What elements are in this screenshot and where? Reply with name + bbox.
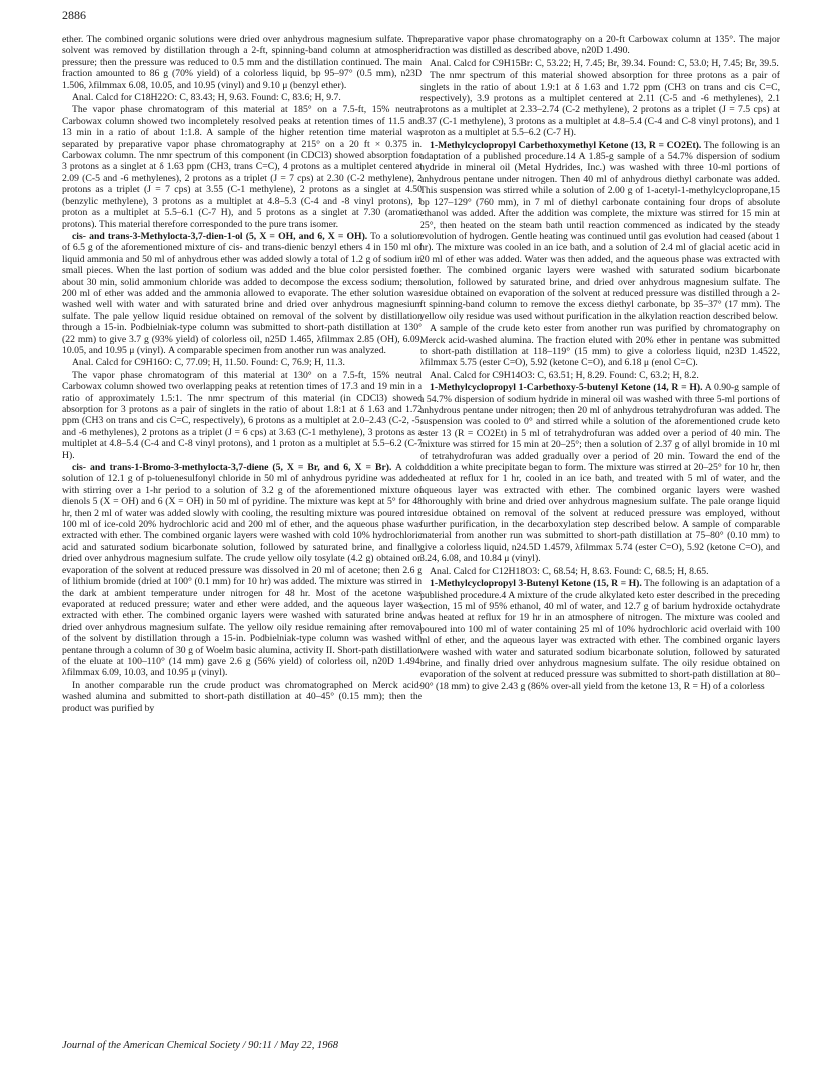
- paragraph-text: The nmr spectrum of this material showed absorption for three protons as a pair of singlets in the ratio of about 1.9:1 at δ 1.63 and 1.72 ppm (CH3 on trans and cis C=C, respectively), 3.9 protons as a multiplet centered at 2.11 (C-5 and -6 methylenes), 2.1 protons as a multiplet at 2.33–2.74 (C-2 methylene), 2 protons as a triplet (J = 7.5 cps) at 3.37 (C-1 methylene), 3 protons as a multiplet at 4.8–5.4 (C-4 and C-8 vinyl protons), and 1 proton as a multiplet at 5.5–6.2 (C-7 H).: [420, 70, 780, 139]
- paragraph-text: The vapor phase chromatogram of this material at 185° on a 7.5-ft, 15% neutral Carbowax column showed two incompletely resolved peaks at retention times of 11.5 and 13 min in a ratio of about 1:1.8. A sample of the higher retention time material was separated by preparative vapor phase chromatography at 215° on a 20 ft × 0.375 in. Carbowax column. The nmr spectrum of this component (in CDCl3) showed absorption for 3 protons as a singlet at δ 1.63 ppm (CH3, trans C=C), 4 protons as a multiplet centered at 2.09 (C-5 and -6 methylenes), 2 protons as a triplet (J = 7 cps) at 2.30 (C-2 methylene), 2 protons as a triplet (J = 7 cps) at 3.55 (C-1 methylene), 2 protons as a singlet at 4.50 (benzylic methylene), 3 protons as a multiplet at 4.8–5.3 (C-4 and -8 vinyl protons), 1 proton as a multiplet at 5.5–6.1 (C-7 H), and 5 protons as a singlet at 7.30 (aromatic protons). This material therefore corresponded to the pure trans isomer.: [62, 104, 422, 230]
- paragraph-text: A sample of the crude keto ester from another run was purified by chromatography on Merck acid-washed alumina. The fraction eluted with 20% ether in pentane was submitted to short-path distillation at 118–119° (15 mm) to give a colorless liquid, n23D 1.4522, λfilmmax 5.75 (ester C=O), 5.92 (ketone C=O), and 6.18 μ (enol C=C).: [420, 323, 780, 369]
- paragraph: [420, 382, 780, 565]
- paragraph: [62, 462, 422, 679]
- right-column: [420, 34, 780, 693]
- paragraph: [420, 370, 780, 381]
- section-heading: 1-Methylcyclopropyl 3-Butenyl Ketone (15, R = H).: [430, 578, 642, 590]
- page-number: 2886: [62, 8, 86, 22]
- paragraph-text: preparative vapor phase chromatography on a 20-ft Carbowax column at 135°. The major fraction was distilled as described above, n20D 1.490.: [420, 34, 780, 57]
- paragraph: [62, 34, 422, 91]
- paragraph: [62, 680, 422, 714]
- paragraph-text: The following is an adaptation of a published procedure.4 A mixture of the crude alkylated keto ester described in the preceding section, 15 ml of 95% ethanol, 40 ml of water, and 12.7 g of barium hydroxide octahydrate was heated at reflux for 19 hr in an atmosphere of nitrogen. The mixture was cooled and poured into 100 ml of water containing 25 ml of 10% hydrochloric acid overlaid with 100 ml of ether, and the aqueous layer was extracted with ether. The combined organic layers were washed with water and saturated sodium bicarbonate solution, followed by saturated brine, and finally dried over anhydrous magnesium sulfate. The oily residue obtained on evaporation of the solvent at reduced pressure was submitted to short-path distillation at 80–90° (18 mm) to give 2.43 g (86% over-all yield from the ketone 13, R = H) of a colorless: [420, 578, 780, 692]
- paragraph: [62, 370, 422, 461]
- paragraph-text: To a solution of 6.5 g of the aforementioned mixture of cis- and trans-dienic benzyl ethers 4 in 150 ml of liquid ammonia and 50 ml of anhydrous ether was added slowly a total of 1.2 g of sodium in small pieces. When the last portion of sodium was added and the blue color persisted for about 30 min, solid ammonium chloride was added to decompose the excess sodium; then 200 ml of ether was added and the ammonia allowed to evaporate. The ether solution was washed well with water and with saturated brine and dried over anhydrous magnesium sulfate. The pale yellow liquid residue obtained on removal of the solvent by distillation through a 15-in. Podbielniak-type column was submitted to short-path distillation at 130° (22 mm) to give 3.7 g (93% yield) of colorless oil, n25D 1.465, λfilmmax 2.85 (OH), 6.09, 10.05, and 10.95 μ (vinyl). A comparable specimen from another run was analyzed.: [62, 230, 422, 356]
- journal-footer: Journal of the American Chemical Society / 90:11 / May 22, 1968: [62, 1040, 339, 1051]
- section-heading: 1-Methylcyclopropyl 1-Carbethoxy-5-butenyl Ketone (14, R = H).: [430, 382, 703, 394]
- paragraph: [420, 34, 780, 57]
- paragraph-text: ether. The combined organic solutions were dried over anhydrous magnesium sulfate. The solvent was removed by distillation through a 2-ft, spinning-band column at atmospheric pressure; then the pressure was reduced to 0.5 mm and the distillation continued. The main fraction amounted to 86 g (70% yield) of a colorless liquid, bp 95–97° (0.5 mm), n23D 1.506, λfilmmax 6.08, 10.05, and 10.95 (vinyl) and 9.10 μ (benzyl ether).: [62, 34, 422, 91]
- paragraph: [420, 70, 780, 138]
- paragraph: [420, 578, 780, 692]
- paragraph-text: The vapor phase chromatogram of this material at 130° on a 7.5-ft, 15% neutral Carbowax column showed two overlapping peaks at retention times of 17.3 and 19 min in a ratio of approximately 1.5:1. The nmr spectrum of this material (in CDCl3) showed absorption for 3 protons as a pair of singlets in the ratio of about 1.8:1 at δ 1.63 and 1.72 ppm (CH3 on trans and cis C=C, respectively), 6 protons as a multiplet at 2.0–2.43 (C-2, -5, and -6 methylenes), 2 protons as a triplet (J = 6 cps) at 3.63 (C-1 methylene), 3 protons as a multiplet at 4.8–5.4 (C-4 and C-8 vinyl protons), and 1 proton as a multiplet at 5.5–6.2 (C-7 H).: [62, 369, 422, 461]
- paragraph-text: A 0.90-g sample of a 54.7% dispersion of sodium hydride in mineral oil was washed with three 5-ml portions of anhydrous pentane under nitrogen; then 20 ml of anhydrous tetrahydrofuran was added. The suspension was cooled to 0° and stirred while a solution of the aforementioned crude keto ester 13 (R = CO2Et) in 5 ml of tetrahydrofuran was added over a period of 40 min. The mixture was stirred for 15 min at 20–25°; then a solution of 2.37 g of allyl bromide in 10 ml of tetrahydrofuran was added gradually over a period of 20 min. Toward the end of the addition a white precipitate began to form. The mixture was stirred at 20–25° for 10 hr, then heated at reflux for 1 hr, cooled in an ice bath, and treated with 5 ml of water, and the aqueous layer was extracted with ether. The combined organic layers were washed thoroughly with brine and dried over anhydrous magnesium sulfate. The pale orange liquid residue obtained on removal of the solvent at reduced pressure was employed, without further purification, in the decarboxylation step described below. A sample of comparable material from another run was submitted to short-path distillation at 75–80° (0.10 mm) to give a colorless liquid, n24.5D 1.4579, λfilmmax 5.74 (ester C=O), 5.92 (ketone C=O), and 3.24, 6.08, and 10.84 μ (vinyl).: [420, 382, 780, 565]
- paragraph: [62, 357, 422, 368]
- left-column: [62, 34, 422, 715]
- paragraph: [420, 140, 780, 323]
- paragraph-text: Anal. Calcd for C18H22O: C, 83.43; H, 9.63. Found: C, 83.6; H, 9.7.: [72, 92, 341, 104]
- paragraph: [62, 104, 422, 229]
- paragraph-text: Anal. Calcd for C12H18O3: C, 68.54; H, 8.63. Found: C, 68.5; H, 8.65.: [430, 565, 709, 577]
- paragraph-text: The following is an adaptation of a published procedure.14 A 1.85-g sample of a 54.7% dispersion of sodium hydride in mineral oil (Metal Hydrides, Inc.) was washed with three 10-ml portions of anhydrous pentane under nitrogen. Then 40 ml of anhydrous diethyl carbonate was added. This suspension was stirred while a solution of 2.00 g of 1-acetyl-1-methylcyclopropane,15 bp 127–129° (760 mm), in 7 ml of diethyl carbonate containing four drops of absolute ethanol was added. After the addition was complete, the mixture was stirred for 15 min at 25°, then heated on the steam bath until reaction commenced as indicated by the steady evolution of hydrogen. Gentle heating was continued until gas evolution had ceased (about 1 hr). The mixture was cooled in an ice bath, and a solution of 2.4 ml of glacial acetic acid in 20 ml of ether was added. Water was then added, and the aqueous phase was extracted with ether. The combined organic layers were washed with saturated sodium bicarbonate solution, followed by saturated brine, and dried over anhydrous magnesium sulfate. The residue obtained on evaporation of the solvent at reduced pressure was distilled through a 2-ft spinning-band column to remove the excess diethyl carbonate, bp 35–37° (17 mm). The yellow oily residue was used without purification in the alkylation reaction described below.: [420, 139, 780, 322]
- section-heading: 1-Methylcyclopropyl Carbethoxymethyl Ketone (13, R = CO2Et).: [430, 139, 702, 151]
- paragraph: [62, 231, 422, 356]
- paragraph-text: In another comparable run the crude product was chromatographed on Merck acid-washed alumina and submitted to short-path distillation at 40–45° (0.15 mm); then the product was purified by: [62, 679, 422, 714]
- paragraph: [420, 58, 780, 69]
- paragraph-text: A cold solution of 12.1 g of p-toluenesulfonyl chloride in 50 ml of anhydrous pyridine was added with stirring over a 1-hr period to a solution of 3.2 g of the aforementioned mixture of dienols 5 (X = OH) and 6 (X = OH) in 50 ml of pyridine. The mixture was kept at 5° for 48 hr, then 2 ml of water was added slowly with cooling, the resulting mixture was poured into 100 ml of ice-cold 20% hydrochloric acid and 200 ml of ether, and the aqueous phase was extracted with ether. The combined organic layers were washed with cold 10% hydrochloric acid and saturated sodium bicarbonate solution, followed by saturated brine, and finally dried over anhydrous magnesium sulfate. The crude yellow oily tosylate (4.2 g) obtained on evaporation of the solvent at reduced pressure was dissolved in 20 ml of acetone; then 2.6 g of lithium bromide (dried at 100° (0.1 mm) for 10 hr) was added. The mixture was stirred in the dark at ambient temperature under nitrogen for 48 hr. Most of the acetone was evaporated at reduced pressure; water and ether were added, and the aqueous layer was extracted with ether. The combined organic layers were washed with saturated brine and dried over anhydrous magnesium sulfate. The yellow oily residue remaining after removal of the solvent by distillation through a 15-in. Podbielniak-type column was washed with pentane through a column of 30 g of Woelm basic alumina, activity II. Short-path distillation of the eluate at 100–110° (14 mm) gave 2.6 g (56% yield) of colorless oil, n20D 1.494, λfilmmax 6.09, 10.03, and 10.95 μ (vinyl).: [62, 462, 423, 679]
- paragraph: [420, 323, 780, 369]
- paragraph-text: Anal. Calcd for C9H16O: C, 77.09; H, 11.50. Found: C, 76.9; H, 11.3.: [72, 357, 345, 369]
- paragraph: [420, 566, 780, 577]
- paragraph: [62, 92, 422, 103]
- paragraph-text: Anal. Calcd for C9H14O3: C, 63.51; H, 8.29. Found: C, 63.2; H, 8.2.: [430, 369, 699, 381]
- section-heading: cis- and trans-1-Bromo-3-methylocta-3,7-diene (5, X = Br, and 6, X = Br).: [72, 462, 392, 474]
- section-heading: cis- and trans-3-Methylocta-3,7-dien-1-ol (5, X = OH, and 6, X = OH).: [72, 230, 368, 242]
- paragraph-text: Anal. Calcd for C9H15Br: C, 53.22; H, 7.45; Br, 39.34. Found: C, 53.0; H, 7.45; Br, 39.5.: [430, 57, 779, 69]
